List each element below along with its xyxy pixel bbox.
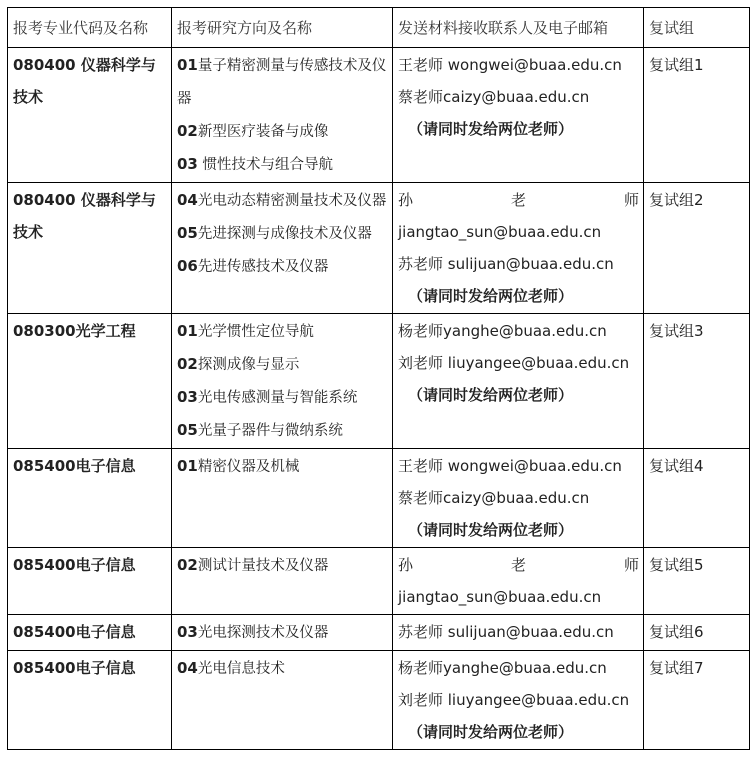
direction-item xyxy=(177,315,388,348)
table-row xyxy=(8,651,750,750)
direction-cell xyxy=(172,548,393,615)
group-cell: 复试组6 xyxy=(644,615,750,651)
direction-name: 光量子器件与微纳系统 xyxy=(197,423,343,439)
group-cell: 复试组2 xyxy=(644,183,750,314)
direction-code: 01 xyxy=(177,56,198,74)
major-name: 080400 仪器科学与技术 xyxy=(13,191,156,241)
contact-email: 苏老师 sulijuan@buaa.edu.cn xyxy=(398,255,614,273)
direction-item xyxy=(177,414,388,447)
contact-email: 蔡老师caizy@buaa.edu.cn xyxy=(398,489,590,507)
table-body xyxy=(8,8,750,750)
direction-name: 惯性技术与组合导航 xyxy=(197,157,333,173)
direction-item xyxy=(177,652,388,685)
direction-name: 光学惯性定位导航 xyxy=(197,324,314,340)
direction-item xyxy=(177,250,388,283)
direction-item xyxy=(177,148,388,181)
header-direction: 报考研究方向及名称 xyxy=(172,8,393,48)
direction-item xyxy=(177,348,388,381)
major-cell xyxy=(8,48,172,183)
direction-name: 先进传感技术及仪器 xyxy=(197,259,329,275)
direction-name: 光电探测技术及仪器 xyxy=(197,625,329,641)
direction-name: 量子精密测量与传感技术及仪器 xyxy=(177,58,387,107)
direction-item xyxy=(177,184,388,217)
group-cell: 复试组3 xyxy=(644,314,750,449)
direction-item xyxy=(177,115,388,148)
contact-cell xyxy=(393,48,644,183)
direction-code: 03 xyxy=(177,155,198,173)
direction-code: 06 xyxy=(177,257,198,275)
contact-note: （请同时发给两位老师） xyxy=(408,723,574,741)
direction-name: 光电传感测量与智能系统 xyxy=(197,390,358,406)
direction-name: 探测成像与显示 xyxy=(197,357,300,373)
header-group: 复试组 xyxy=(644,8,750,48)
table-row xyxy=(8,183,750,314)
direction-code: 02 xyxy=(177,556,198,574)
direction-name: 精密仪器及机械 xyxy=(197,459,300,475)
direction-code: 01 xyxy=(177,322,198,340)
major-name: 080300光学工程 xyxy=(13,322,136,340)
admission-table xyxy=(7,7,750,750)
major-cell xyxy=(8,548,172,615)
contact-cell xyxy=(393,651,644,750)
direction-code: 05 xyxy=(177,224,198,242)
contact-email: 王老师 wongwei@buaa.edu.cn xyxy=(398,457,622,475)
contact-email: 杨老师yanghe@buaa.edu.cn xyxy=(398,659,607,677)
direction-name: 光电动态精密测量技术及仪器 xyxy=(197,193,387,209)
direction-cell xyxy=(172,615,393,651)
table-row xyxy=(8,548,750,615)
contact-email: 杨老师yanghe@buaa.edu.cn xyxy=(398,322,607,340)
contact-cell xyxy=(393,183,644,314)
contact-cell xyxy=(393,449,644,548)
direction-cell xyxy=(172,183,393,314)
major-name: 085400电子信息 xyxy=(13,659,136,677)
direction-item xyxy=(177,49,388,115)
direction-cell xyxy=(172,48,393,183)
direction-code: 05 xyxy=(177,421,198,439)
major-name: 080400 仪器科学与技术 xyxy=(13,56,156,106)
header-row xyxy=(8,8,750,48)
contact-email: 蔡老师caizy@buaa.edu.cn xyxy=(398,88,590,106)
direction-code: 03 xyxy=(177,388,198,406)
group-cell: 复试组5 xyxy=(644,548,750,615)
major-cell xyxy=(8,183,172,314)
direction-code: 03 xyxy=(177,623,198,641)
direction-item xyxy=(177,381,388,414)
direction-cell xyxy=(172,651,393,750)
direction-code: 04 xyxy=(177,659,198,677)
major-cell xyxy=(8,314,172,449)
contact-email: 王老师 wongwei@buaa.edu.cn xyxy=(398,56,622,74)
contact-email: 刘老师 liuyangee@buaa.edu.cn xyxy=(398,354,630,372)
direction-item xyxy=(177,450,388,483)
table-row xyxy=(8,615,750,651)
direction-name: 先进探测与成像技术及仪器 xyxy=(197,226,372,242)
direction-item xyxy=(177,217,388,250)
contact-note: （请同时发给两位老师） xyxy=(408,521,574,539)
major-name: 085400电子信息 xyxy=(13,623,136,641)
group-cell: 复试组1 xyxy=(644,48,750,183)
direction-item xyxy=(177,549,388,582)
direction-code: 04 xyxy=(177,191,198,209)
header-contact: 发送材料接收联系人及电子邮箱 xyxy=(393,8,644,48)
contact-note: （请同时发给两位老师） xyxy=(408,287,574,305)
contact-cell xyxy=(393,615,644,651)
table-row xyxy=(8,48,750,183)
major-cell xyxy=(8,449,172,548)
group-cell: 复试组7 xyxy=(644,651,750,750)
contact-email: jiangtao_sun@buaa.edu.cn xyxy=(398,588,602,606)
direction-item xyxy=(177,616,388,649)
contact-email: jiangtao_sun@buaa.edu.cn xyxy=(398,223,602,241)
table-row xyxy=(8,314,750,449)
direction-name: 新型医疗装备与成像 xyxy=(197,124,329,140)
contact-note: （请同时发给两位老师） xyxy=(408,386,574,404)
contact-cell xyxy=(393,314,644,449)
direction-code: 01 xyxy=(177,457,198,475)
contact-teacher-spread: 孙老师 xyxy=(398,191,639,209)
group-cell: 复试组4 xyxy=(644,449,750,548)
major-name: 085400电子信息 xyxy=(13,556,136,574)
contact-email: 刘老师 liuyangee@buaa.edu.cn xyxy=(398,691,630,709)
contact-email: 苏老师 sulijuan@buaa.edu.cn xyxy=(398,623,614,641)
direction-name: 光电信息技术 xyxy=(197,661,285,677)
contact-teacher-spread: 孙老师 xyxy=(398,556,639,574)
direction-name: 测试计量技术及仪器 xyxy=(197,558,329,574)
major-name: 085400电子信息 xyxy=(13,457,136,475)
direction-cell xyxy=(172,314,393,449)
table-row xyxy=(8,449,750,548)
contact-note: （请同时发给两位老师） xyxy=(408,120,574,138)
major-cell xyxy=(8,615,172,651)
contact-cell xyxy=(393,548,644,615)
header-major: 报考专业代码及名称 xyxy=(8,8,172,48)
direction-code: 02 xyxy=(177,355,198,373)
direction-code: 02 xyxy=(177,122,198,140)
major-cell xyxy=(8,651,172,750)
direction-cell xyxy=(172,449,393,548)
